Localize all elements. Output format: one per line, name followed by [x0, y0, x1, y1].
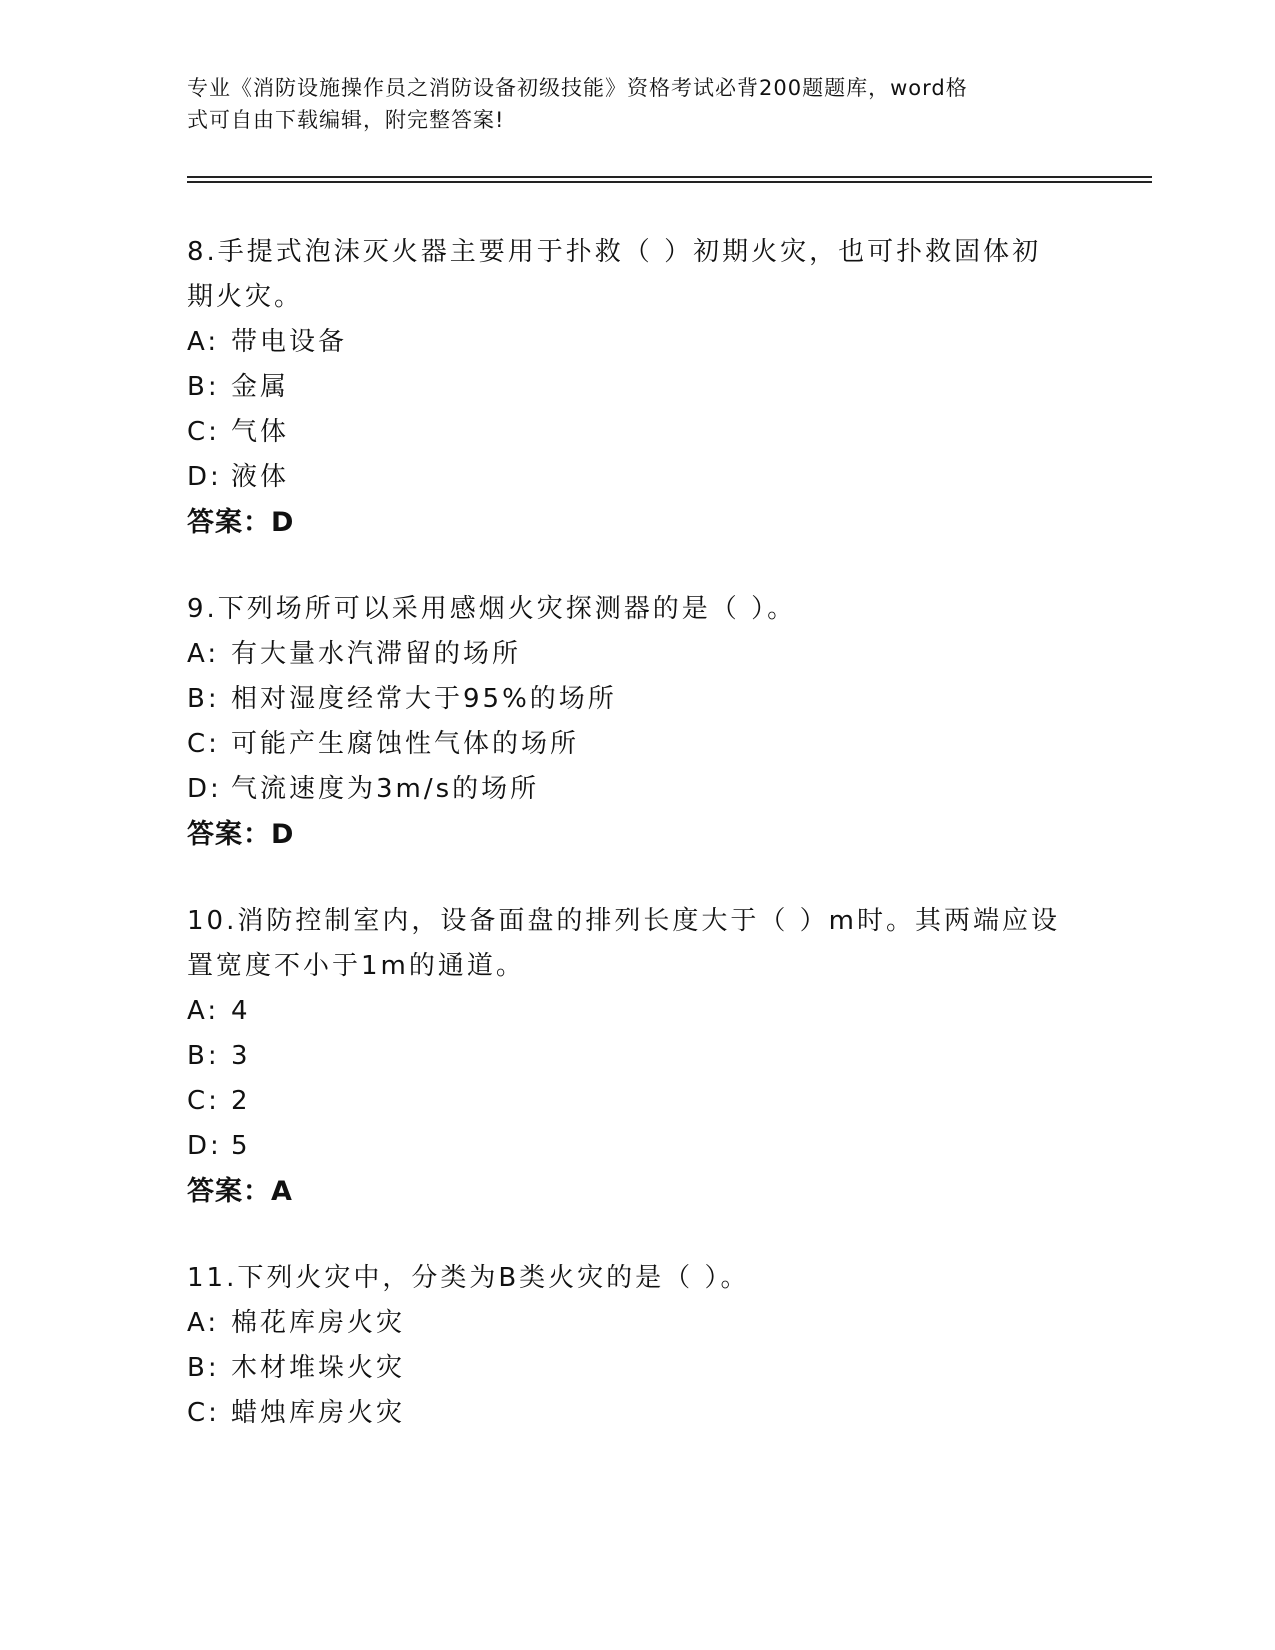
question-10 [187, 899, 1087, 1214]
question-text-continued: 置宽度不小于1m的通道。 [187, 951, 525, 981]
option-c [187, 1391, 1087, 1436]
option-a [187, 632, 1087, 677]
header-line-2: 式可自由下载编辑，附完整答案! [187, 108, 505, 132]
option-value: 棉花库房火灾 [231, 1308, 406, 1338]
answer-label: 答案：A [187, 1176, 293, 1207]
question-11 [187, 1256, 1087, 1436]
question-text: 11.下列火灾中，分类为B类火灾的是（ ）。 [187, 1263, 750, 1293]
option-c [187, 410, 1087, 455]
option-key: D: [187, 1131, 222, 1161]
answer-label: 答案：D [187, 819, 295, 850]
option-value: 木材堆垛火灾 [231, 1353, 406, 1383]
option-b [187, 1034, 1087, 1079]
option-value: 相对湿度经常大于95%的场所 [231, 684, 617, 714]
option-key: B: [187, 372, 220, 402]
option-b [187, 677, 1087, 722]
option-c [187, 722, 1087, 767]
question-list [187, 230, 1087, 1478]
option-a [187, 1301, 1087, 1346]
question-text: 8.手提式泡沫灭火器主要用于扑救（ ）初期火灾，也可扑救固体初 [187, 237, 1042, 267]
option-a [187, 320, 1087, 365]
option-value: 4 [231, 996, 251, 1026]
option-value: 2 [231, 1086, 251, 1116]
option-d [187, 1124, 1087, 1169]
option-d [187, 455, 1087, 500]
option-b [187, 1346, 1087, 1391]
option-key: C: [187, 1086, 220, 1116]
option-a [187, 989, 1087, 1034]
question-9 [187, 587, 1087, 857]
option-value: 金属 [231, 372, 290, 402]
option-value: 气流速度为3m/s的场所 [231, 774, 540, 804]
option-key: D: [187, 774, 222, 804]
option-key: C: [187, 1398, 220, 1428]
option-value: 液体 [231, 462, 290, 492]
option-key: A: [187, 327, 220, 357]
answer-label: 答案：D [187, 507, 295, 538]
option-key: B: [187, 1353, 220, 1383]
option-value: 可能产生腐蚀性气体的场所 [231, 729, 580, 759]
option-value: 气体 [231, 417, 290, 447]
option-key: A: [187, 996, 220, 1026]
option-key: C: [187, 417, 220, 447]
option-key: A: [187, 639, 220, 669]
option-value: 5 [231, 1131, 251, 1161]
option-key: B: [187, 684, 220, 714]
option-b [187, 365, 1087, 410]
question-text: 9.下列场所可以采用感烟火灾探测器的是（ ）。 [187, 594, 797, 624]
option-value: 3 [231, 1041, 251, 1071]
option-key: D: [187, 462, 222, 492]
option-key: B: [187, 1041, 220, 1071]
option-key: A: [187, 1308, 220, 1338]
option-key: C: [187, 729, 220, 759]
header-line-1: 专业《消防设施操作员之消防设备初级技能》资格考试必背200题题库，word格 [187, 76, 968, 100]
header-divider-bottom [187, 181, 1152, 183]
option-value: 有大量水汽滞留的场所 [231, 639, 522, 669]
question-text: 10.消防控制室内，设备面盘的排列长度大于（ ）m时。其两端应设 [187, 906, 1060, 936]
question-text-continued: 期火灾。 [187, 282, 304, 312]
question-8 [187, 230, 1087, 545]
header-divider-top [187, 176, 1152, 178]
document-header [187, 72, 1067, 136]
option-value: 蜡烛库房火灾 [231, 1398, 406, 1428]
option-c [187, 1079, 1087, 1124]
option-value: 带电设备 [231, 327, 348, 357]
option-d [187, 767, 1087, 812]
